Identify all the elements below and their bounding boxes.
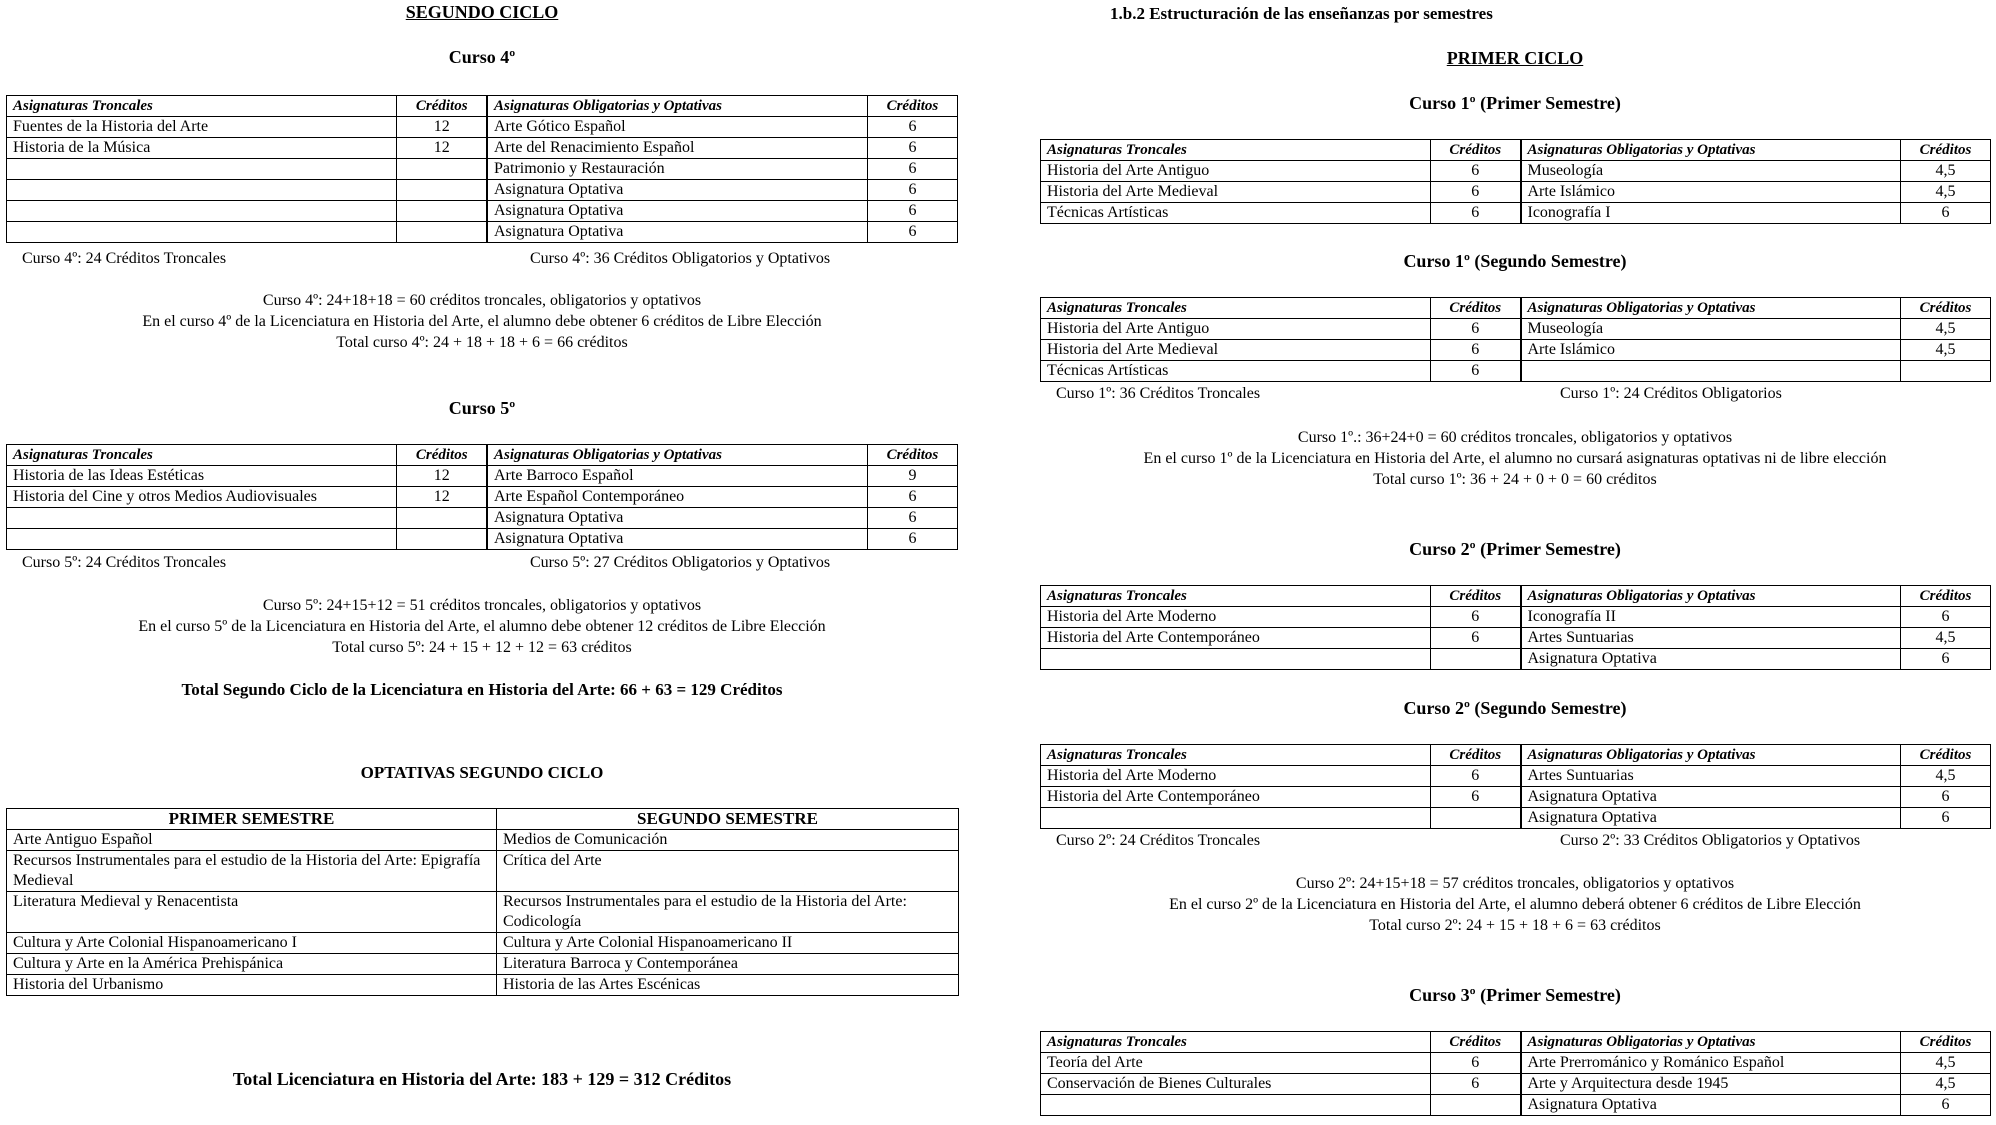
table-cell: 6 [867, 180, 957, 201]
table-cell: Asignatura Optativa [1521, 787, 1901, 808]
curso-5-title: Curso 5º [448, 398, 516, 418]
note-line: Total curso 4º: 24 + 18 + 18 + 6 = 66 créditos [336, 334, 628, 351]
table-cell [1431, 1095, 1521, 1116]
column-header: Créditos [397, 445, 487, 466]
table-cell: Recursos Instrumentales para el estudio de la Historia del Arte: Codicología [497, 892, 959, 933]
optativas-title: OPTATIVAS SEGUNDO CICLO [360, 763, 604, 782]
note-line: En el curso 2º de la Licenciatura en Historia del Arte, el alumno deberá obtener 6 créditos de Libre Elección [1169, 896, 1861, 913]
table-cell [397, 201, 487, 222]
table-row [7, 159, 958, 180]
table-row [7, 201, 958, 222]
table-cell: 6 [867, 487, 957, 508]
curso-4-table-wrap [6, 95, 958, 243]
table-cell: 4,5 [1901, 1074, 1991, 1095]
table-cell: Teoría del Arte [1041, 1053, 1431, 1074]
column-header: Créditos [1431, 298, 1521, 319]
curso-4-title: Curso 4º [448, 47, 516, 67]
curso-1-s1-title: Curso 1º (Primer Semestre) [1409, 93, 1621, 113]
table-cell: 6 [1431, 319, 1521, 340]
table-cell: 12 [397, 466, 487, 487]
table-row [7, 487, 958, 508]
table-cell [397, 159, 487, 180]
table-row [7, 851, 959, 892]
column-header: SEGUNDO SEMESTRE [497, 809, 959, 830]
table-cell: 6 [1431, 361, 1521, 382]
curso-2-s1-title: Curso 2º (Primer Semestre) [1409, 539, 1621, 559]
table-row [7, 830, 959, 851]
table-cell: 6 [867, 508, 957, 529]
table-cell: 4,5 [1901, 766, 1991, 787]
table-cell: Arte del Renacimiento Español [487, 138, 867, 159]
column-header: Asignaturas Troncales [1041, 298, 1431, 319]
table-cell [1431, 808, 1521, 829]
curso-4-summary-obligatorios: Curso 4º: 36 Créditos Obligatorios y Optativos [530, 250, 831, 267]
table-cell: 6 [1901, 808, 1991, 829]
table-cell: 6 [1431, 787, 1521, 808]
note-line: Curso 1º.: 36+24+0 = 60 créditos troncales, obligatorios y optativos [1297, 429, 1733, 446]
curso-4-table [6, 95, 958, 243]
table-row [1041, 161, 1991, 182]
optativas-table [6, 808, 959, 996]
column-header: Créditos [867, 445, 957, 466]
table-row [1041, 361, 1991, 382]
column-header: Asignaturas Troncales [1041, 1032, 1431, 1053]
table-row [7, 138, 958, 159]
total-licenciatura: Total Licenciatura en Historia del Arte: 183 + 129 = 312 Créditos [232, 1069, 732, 1089]
curso-2-notes [1040, 873, 1990, 936]
table-cell: 6 [867, 201, 957, 222]
curso-2-s2-title: Curso 2º (Segundo Semestre) [1403, 698, 1627, 718]
table-cell: 6 [1431, 1053, 1521, 1074]
curso-1-summary-obligatorios: Curso 1º: 24 Créditos Obligatorios [1560, 385, 1782, 402]
table-cell: 9 [867, 466, 957, 487]
column-header: Créditos [1431, 140, 1521, 161]
table-cell: Asignatura Optativa [487, 180, 867, 201]
column-header: Asignaturas Obligatorias y Optativas [1521, 298, 1901, 319]
column-header: Créditos [1901, 1032, 1991, 1053]
table-cell [1041, 1095, 1431, 1116]
column-header: Créditos [1901, 586, 1991, 607]
table-cell: Historia del Arte Medieval [1041, 182, 1431, 203]
table-cell [7, 529, 397, 550]
table-cell [397, 222, 487, 243]
table-cell: 4,5 [1901, 182, 1991, 203]
table-cell: Cultura y Arte Colonial Hispanoamericano II [497, 933, 959, 954]
column-header: Créditos [1901, 140, 1991, 161]
table-cell: 6 [1901, 203, 1991, 224]
curso-5-summary [14, 554, 958, 574]
table-cell: Asignatura Optativa [487, 201, 867, 222]
note-line: Total curso 1º: 36 + 24 + 0 + 0 = 60 créditos [1373, 471, 1657, 488]
curso-3-s1-table [1040, 1031, 1991, 1116]
table-cell: Conservación de Bienes Culturales [1041, 1074, 1431, 1095]
curso-4-summary-troncales: Curso 4º: 24 Créditos Troncales [22, 250, 227, 267]
note-line: Curso 2º: 24+15+18 = 57 créditos troncales, obligatorios y optativos [1295, 875, 1735, 892]
table-row [1041, 649, 1991, 670]
table-cell: Literatura Medieval y Renacentista [7, 892, 497, 933]
note-line: En el curso 5º de la Licenciatura en Historia del Arte, el alumno debe obtener 12 créditos de Libre Elección [138, 618, 826, 635]
table-header-row [7, 445, 958, 466]
curso-1-s1-table-wrap [1040, 139, 1990, 224]
column-header: Asignaturas Troncales [7, 96, 397, 117]
column-header: Créditos [1431, 586, 1521, 607]
table-cell: 4,5 [1901, 1053, 1991, 1074]
table-cell: Recursos Instrumentales para el estudio de la Historia del Arte: Epigrafía Medieval [7, 851, 497, 892]
table-cell: 6 [1901, 787, 1991, 808]
curso-1-notes [1040, 427, 1990, 490]
table-cell: 12 [397, 138, 487, 159]
table-cell: Arte Barroco Español [487, 466, 867, 487]
table-row [7, 466, 958, 487]
table-cell: 6 [867, 159, 957, 180]
table-cell: Cultura y Arte en la América Prehispánica [7, 954, 497, 975]
table-cell: Historia del Urbanismo [7, 975, 497, 996]
table-cell [7, 159, 397, 180]
table-row [7, 892, 959, 933]
note-line: Total curso 5º: 24 + 15 + 12 + 12 = 63 créditos [332, 639, 632, 656]
table-header-row [7, 809, 959, 830]
table-cell: Historia del Arte Antiguo [1041, 161, 1431, 182]
column-header: Créditos [867, 96, 957, 117]
curso-2-s2-table [1040, 744, 1991, 829]
table-cell: Iconografía I [1521, 203, 1901, 224]
table-cell: Arte Antiguo Español [7, 830, 497, 851]
curso-1-s2-table [1040, 297, 1991, 382]
table-cell: Historia del Arte Contemporáneo [1041, 628, 1431, 649]
column-header: Asignaturas Obligatorias y Optativas [1521, 745, 1901, 766]
table-cell [7, 201, 397, 222]
curso-5-notes [6, 595, 958, 658]
column-header: PRIMER SEMESTRE [7, 809, 497, 830]
curso-3-s1-title: Curso 3º (Primer Semestre) [1409, 985, 1621, 1005]
note-line: En el curso 1º de la Licenciatura en Historia del Arte, el alumno no cursará asignaturas optativas ni de libre elección [1143, 450, 1887, 467]
column-header: Asignaturas Troncales [1041, 586, 1431, 607]
table-cell [397, 508, 487, 529]
note-line: Total curso 2º: 24 + 15 + 18 + 6 = 63 créditos [1369, 917, 1661, 934]
table-cell: Artes Suntuarias [1521, 766, 1901, 787]
table-cell: 6 [1431, 340, 1521, 361]
table-cell: 6 [867, 117, 957, 138]
table-cell: 12 [397, 117, 487, 138]
table-cell: Arte y Arquitectura desde 1945 [1521, 1074, 1901, 1095]
table-cell: 6 [1431, 1074, 1521, 1095]
table-cell: Cultura y Arte Colonial Hispanoamericano I [7, 933, 497, 954]
curso-1-summary-troncales: Curso 1º: 36 Créditos Troncales [1056, 385, 1261, 402]
column-header: Asignaturas Troncales [7, 445, 397, 466]
table-cell: Historia del Cine y otros Medios Audiovisuales [7, 487, 397, 508]
table-cell: 6 [1901, 649, 1991, 670]
curso-5-summary-obligatorios: Curso 5º: 27 Créditos Obligatorios y Optativos [530, 554, 831, 571]
table-cell: Arte Islámico [1521, 182, 1901, 203]
optativas-table-wrap [6, 808, 958, 996]
curso-1-summary [1048, 385, 1990, 405]
table-header-row [1041, 586, 1991, 607]
table-cell: 4,5 [1901, 319, 1991, 340]
table-row [7, 954, 959, 975]
table-cell [397, 180, 487, 201]
table-row [7, 529, 958, 550]
column-header: Créditos [1901, 745, 1991, 766]
curso-5-summary-troncales: Curso 5º: 24 Créditos Troncales [22, 554, 227, 571]
curso-2-s2-table-wrap [1040, 744, 1990, 829]
table-cell: 6 [867, 529, 957, 550]
table-cell [7, 222, 397, 243]
table-cell: 12 [397, 487, 487, 508]
table-cell: Fuentes de la Historia del Arte [7, 117, 397, 138]
column-header: Asignaturas Obligatorias y Optativas [487, 445, 867, 466]
table-cell: Historia de la Música [7, 138, 397, 159]
table-header-row [1041, 1032, 1991, 1053]
total-segundo-ciclo: Total Segundo Ciclo de la Licenciatura en Historia del Arte: 66 + 63 = 129 Créditos [181, 680, 783, 699]
table-cell: Artes Suntuarias [1521, 628, 1901, 649]
curso-4-notes [6, 290, 958, 353]
table-cell: Arte Gótico Español [487, 117, 867, 138]
table-cell: Asignatura Optativa [487, 222, 867, 243]
table-row [7, 975, 959, 996]
table-cell: Museología [1521, 161, 1901, 182]
table-row [7, 222, 958, 243]
note-line: Curso 5º: 24+15+12 = 51 créditos troncales, obligatorios y optativos [262, 597, 702, 614]
table-cell [397, 529, 487, 550]
column-header: Asignaturas Obligatorias y Optativas [487, 96, 867, 117]
note-line: Curso 4º: 24+18+18 = 60 créditos troncales, obligatorios y optativos [262, 292, 702, 309]
table-cell: Arte Español Contemporáneo [487, 487, 867, 508]
table-cell: 6 [1431, 628, 1521, 649]
table-cell: Arte Islámico [1521, 340, 1901, 361]
curso-2-summary-troncales: Curso 2º: 24 Créditos Troncales [1056, 832, 1261, 849]
table-row [1041, 787, 1991, 808]
table-cell [1041, 649, 1431, 670]
table-row [1041, 1095, 1991, 1116]
table-cell: Literatura Barroca y Contemporánea [497, 954, 959, 975]
table-header-row [1041, 298, 1991, 319]
table-cell: Técnicas Artísticas [1041, 203, 1431, 224]
table-cell: Historia del Arte Antiguo [1041, 319, 1431, 340]
curso-4-summary [14, 250, 958, 270]
curso-2-summary [1048, 832, 1990, 852]
table-header-row [1041, 140, 1991, 161]
curso-2-s1-table [1040, 585, 1991, 670]
table-cell: 6 [1431, 182, 1521, 203]
table-cell: Patrimonio y Restauración [487, 159, 867, 180]
table-row [1041, 1074, 1991, 1095]
curso-1-s1-table [1040, 139, 1991, 224]
table-row [7, 933, 959, 954]
table-cell: 6 [1901, 1095, 1991, 1116]
curso-1-s2-table-wrap [1040, 297, 1990, 382]
table-cell: Historia de las Ideas Estéticas [7, 466, 397, 487]
table-cell: Historia del Arte Moderno [1041, 607, 1431, 628]
curso-2-s1-table-wrap [1040, 585, 1990, 670]
column-header: Créditos [397, 96, 487, 117]
column-header: Créditos [1431, 1032, 1521, 1053]
table-cell: 6 [1431, 161, 1521, 182]
table-row [1041, 1053, 1991, 1074]
curso-2-summary-obligatorios: Curso 2º: 33 Créditos Obligatorios y Optativos [1560, 832, 1861, 849]
table-cell: Historia del Arte Contemporáneo [1041, 787, 1431, 808]
segundo-ciclo-title: SEGUNDO CICLO [405, 2, 559, 22]
column-header: Créditos [1901, 298, 1991, 319]
curso-3-s1-table-wrap [1040, 1031, 1990, 1116]
table-cell: Asignatura Optativa [1521, 808, 1901, 829]
table-header-row [7, 96, 958, 117]
table-header-row [1041, 745, 1991, 766]
table-cell: Asignatura Optativa [487, 529, 867, 550]
table-cell: 6 [1431, 607, 1521, 628]
table-row [1041, 628, 1991, 649]
curso-5-table [6, 444, 958, 550]
table-cell: 6 [1431, 203, 1521, 224]
table-row [1041, 203, 1991, 224]
column-header: Asignaturas Obligatorias y Optativas [1521, 140, 1901, 161]
table-cell: Asignatura Optativa [487, 508, 867, 529]
table-cell: Medios de Comunicación [497, 830, 959, 851]
table-row [1041, 766, 1991, 787]
table-cell: Asignatura Optativa [1521, 1095, 1901, 1116]
table-row [1041, 182, 1991, 203]
primer-ciclo-title: PRIMER CICLO [1446, 48, 1584, 68]
table-cell: Historia del Arte Medieval [1041, 340, 1431, 361]
table-row [7, 180, 958, 201]
table-cell: Historia de las Artes Escénicas [497, 975, 959, 996]
table-cell: Técnicas Artísticas [1041, 361, 1431, 382]
table-cell: 6 [867, 138, 957, 159]
table-cell [7, 508, 397, 529]
table-cell: Asignatura Optativa [1521, 649, 1901, 670]
table-row [7, 117, 958, 138]
table-cell: 4,5 [1901, 628, 1991, 649]
table-cell [1901, 361, 1991, 382]
table-row [1041, 607, 1991, 628]
column-header: Asignaturas Troncales [1041, 140, 1431, 161]
table-cell: Museología [1521, 319, 1901, 340]
table-cell: 6 [1901, 607, 1991, 628]
curso-1-s2-title: Curso 1º (Segundo Semestre) [1403, 251, 1627, 271]
table-cell: 6 [1431, 766, 1521, 787]
column-header: Créditos [1431, 745, 1521, 766]
table-cell: Crítica del Arte [497, 851, 959, 892]
table-cell [7, 180, 397, 201]
table-cell: 6 [867, 222, 957, 243]
section-heading: 1.b.2 Estructuración de las enseñanzas por semestres [1110, 4, 1493, 23]
table-cell: Arte Prerrománico y Románico Español [1521, 1053, 1901, 1074]
table-row [7, 508, 958, 529]
table-cell: Historia del Arte Moderno [1041, 766, 1431, 787]
column-header: Asignaturas Obligatorias y Optativas [1521, 1032, 1901, 1053]
note-line: En el curso 4º de la Licenciatura en Historia del Arte, el alumno debe obtener 6 créditos de Libre Elección [142, 313, 822, 330]
column-header: Asignaturas Obligatorias y Optativas [1521, 586, 1901, 607]
column-header: Asignaturas Troncales [1041, 745, 1431, 766]
table-cell [1431, 649, 1521, 670]
table-row [1041, 319, 1991, 340]
table-cell: Iconografía II [1521, 607, 1901, 628]
curso-5-table-wrap [6, 444, 958, 550]
table-cell [1521, 361, 1901, 382]
table-row [1041, 340, 1991, 361]
table-cell [1041, 808, 1431, 829]
table-row [1041, 808, 1991, 829]
table-cell: 4,5 [1901, 161, 1991, 182]
table-cell: 4,5 [1901, 340, 1991, 361]
